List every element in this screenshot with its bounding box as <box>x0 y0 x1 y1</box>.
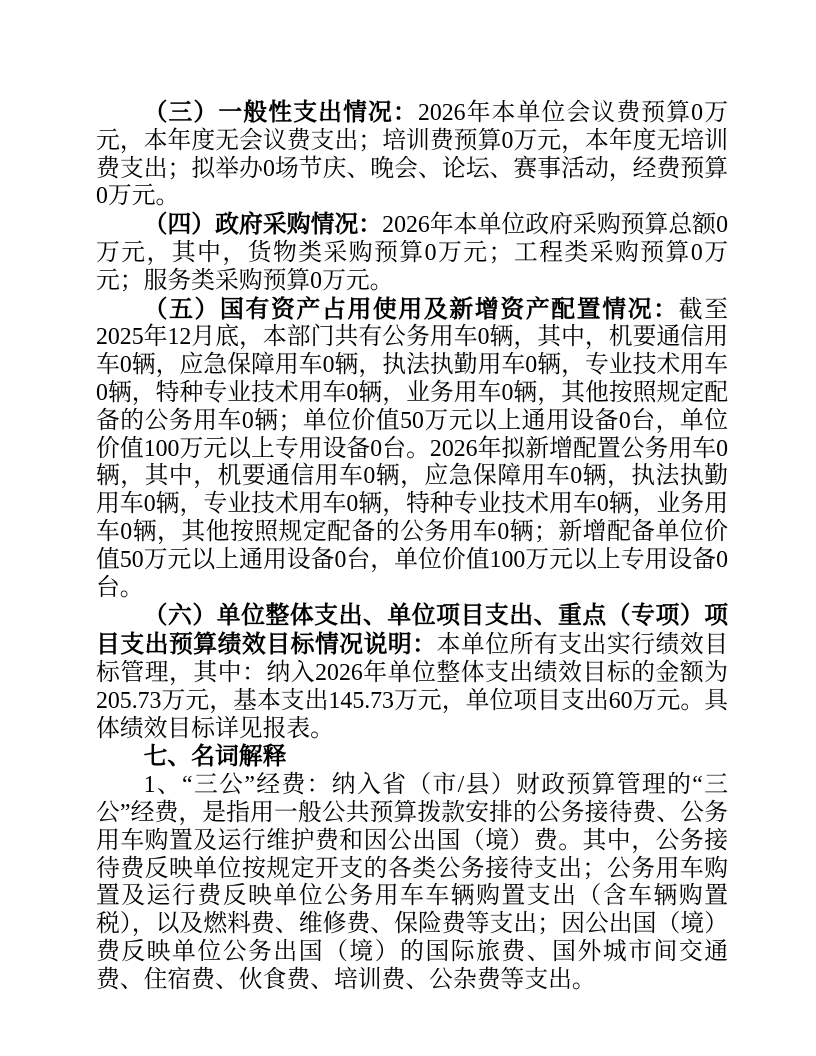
paragraph <box>96 296 728 603</box>
paragraph <box>96 99 728 211</box>
text-run: 2026年本单位会议费预算0万元，本年度无会议费支出；培训费预算0万元，本年度无培训费支出；拟举办0场节庆、晚会、论坛、赛事活动，经费预算0万元。 <box>96 100 728 210</box>
document-body <box>96 99 728 995</box>
paragraph <box>96 602 728 743</box>
text-run: 1、“三公”经费：纳入省（市/县）财政预算管理的“三公”经费，是指用一般公共预算拨款安排的公务接待费、公务用车购置及运行维护费和因公出国（境）费。其中，公务接待费反映单位按规定开支的各类公务接待支出；公务用车购置及运行费反映单位公务用车车辆购置支出（含车辆购置税），以及燃料费、维修费、保险费等支出；因公出国（境）费反映单位公务出国（境）的国际旅费、国外城市间交通费、住宿费、伙食费、培训费、公杂费等支出。 <box>96 772 728 993</box>
section-heading <box>96 743 728 772</box>
paragraph <box>96 211 728 295</box>
bold-run: （三）一般性支出情况： <box>143 99 418 126</box>
bold-run: （五）国有资产占用使用及新增资产配置情况： <box>143 295 679 323</box>
text-run: 截至2025年12月底，本部门共有公务用车0辆，其中，机要通信用车0辆，应急保障用车0辆，执法执勤用车0辆，专业技术用车0辆，特种专业技术用车0辆，业务用车0辆，其他按照规定配备的公务用车0辆；单位价值50万元以上通用设备0台，单位价值100万元以上专用设备0台。2026年拟新增配置公务用车0辆，其中，机要通信用车0辆，应急保障用车0辆，执法执勤用车0辆，专业技术用车0辆，特种专业技术用车0辆，业务用车0辆，其他按照规定配备的公务用车0辆；新增配备单位价值50万元以上通用设备0台，单位价值100万元以上专用设备0台。 <box>96 296 729 601</box>
paragraph <box>96 772 728 994</box>
bold-run: 七、名词解释 <box>143 743 287 771</box>
bold-run: （六）单位整体支出、单位项目支出、重点（专项）项目支出预算绩效目标情况说明： <box>96 602 728 659</box>
text-run: 本单位所有支出实行绩效目标管理，其中：纳入2026年单位整体支出绩效目标的金额为205.73万元，基本支出145.73万元，单位项目支出60万元。具体绩效目标详见报表。 <box>96 632 728 742</box>
text-run: 2026年本单位政府采购预算总额0万元，其中，货物类采购预算0万元；工程类采购预算0万元；服务类采购预算0万元。 <box>96 212 729 294</box>
bold-run: （四）政府采购情况： <box>143 211 383 239</box>
